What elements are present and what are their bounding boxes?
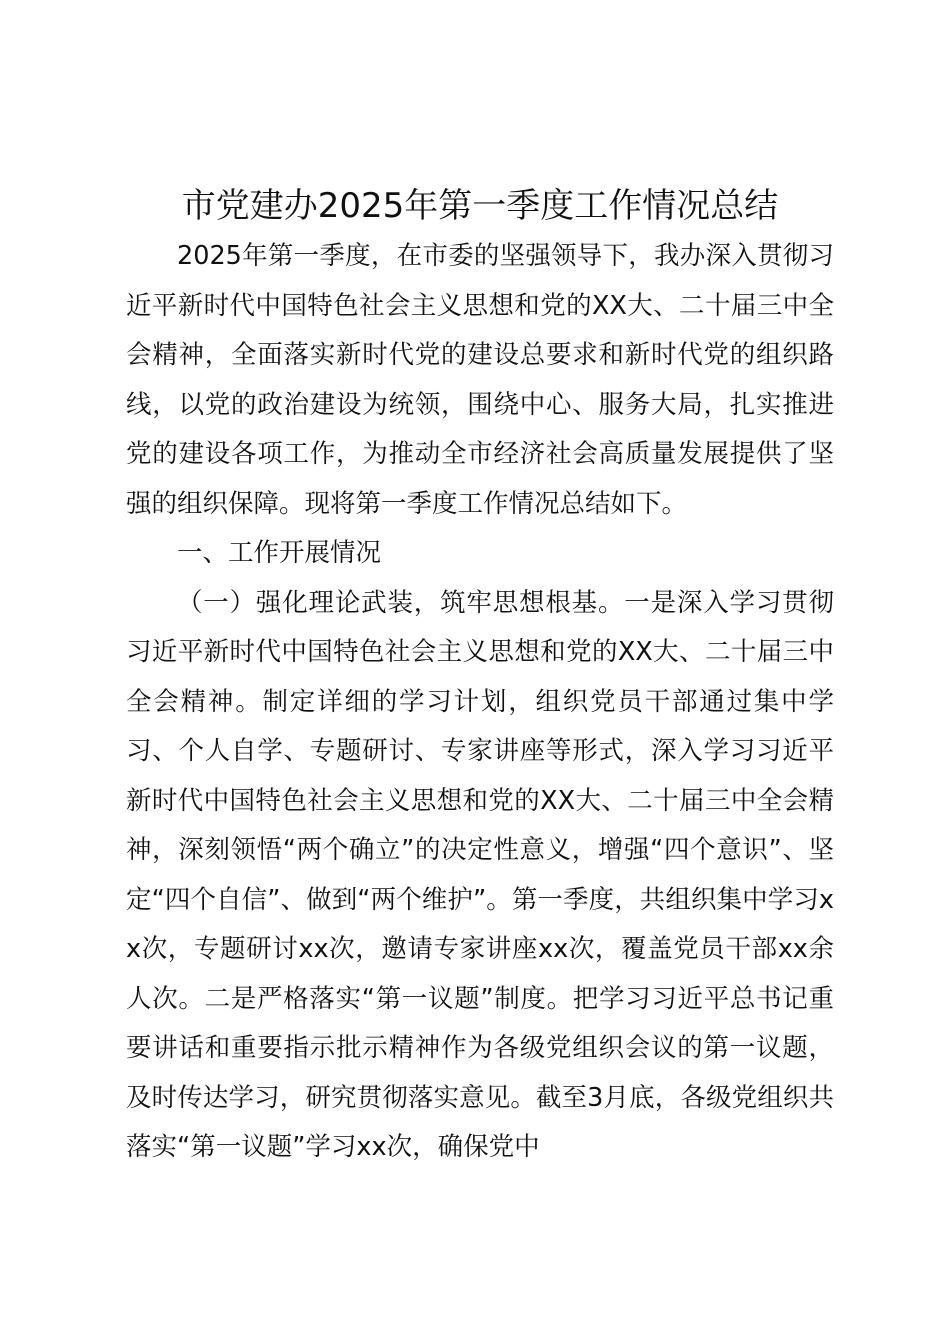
section-paragraph: （一）强化理论武装，筑牢思想根基。一是深入学习贯彻习近平新时代中国特色社会主义思想和党的XX大、二十届三中全会精神。制定详细的学习计划，组织党员干部通过集中学习、个人自学、专题研讨、专家讲座等形式，深入学习习近平新时代中国特色社会主义思想和党的XX大、二十届三中全会精神，深刻领悟“两个确立”的决定性意义，增强“四个意识”、坚定“四个自信”、做到“两个维护”。第一季度，共组织集中学习xx次，专题研讨xx次，邀请专家讲座xx次，覆盖党员干部xx余人次。二是严格落实“第一议题”制度。把学习习近平总书记重要讲话和重要指示批示精神作为各级党组织会议的第一议题，及时传达学习，研究贯彻落实意见。截至3月底，各级党组织共落实“第一议题”学习xx次，确保党中 xyxy=(126,587,834,1162)
section-heading: 一、工作开展情况 xyxy=(177,538,382,568)
document-title: 市党建办2025年第一季度工作情况总结 xyxy=(181,186,779,226)
intro-paragraph: 2025年第一季度，在市委的坚强领导下，我办深入贯彻习近平新时代中国特色社会主义思想和党的XX大、二十届三中全会精神，全面落实新时代党的建设总要求和新时代党的组织路线，以党的政治建设为统领，围绕中心、服务大局，扎实推进党的建设各项工作，为推动全市经济社会高质量发展提供了坚强的组织保障。现将第一季度工作情况总结如下。 xyxy=(126,241,834,519)
document-body xyxy=(126,232,834,1173)
